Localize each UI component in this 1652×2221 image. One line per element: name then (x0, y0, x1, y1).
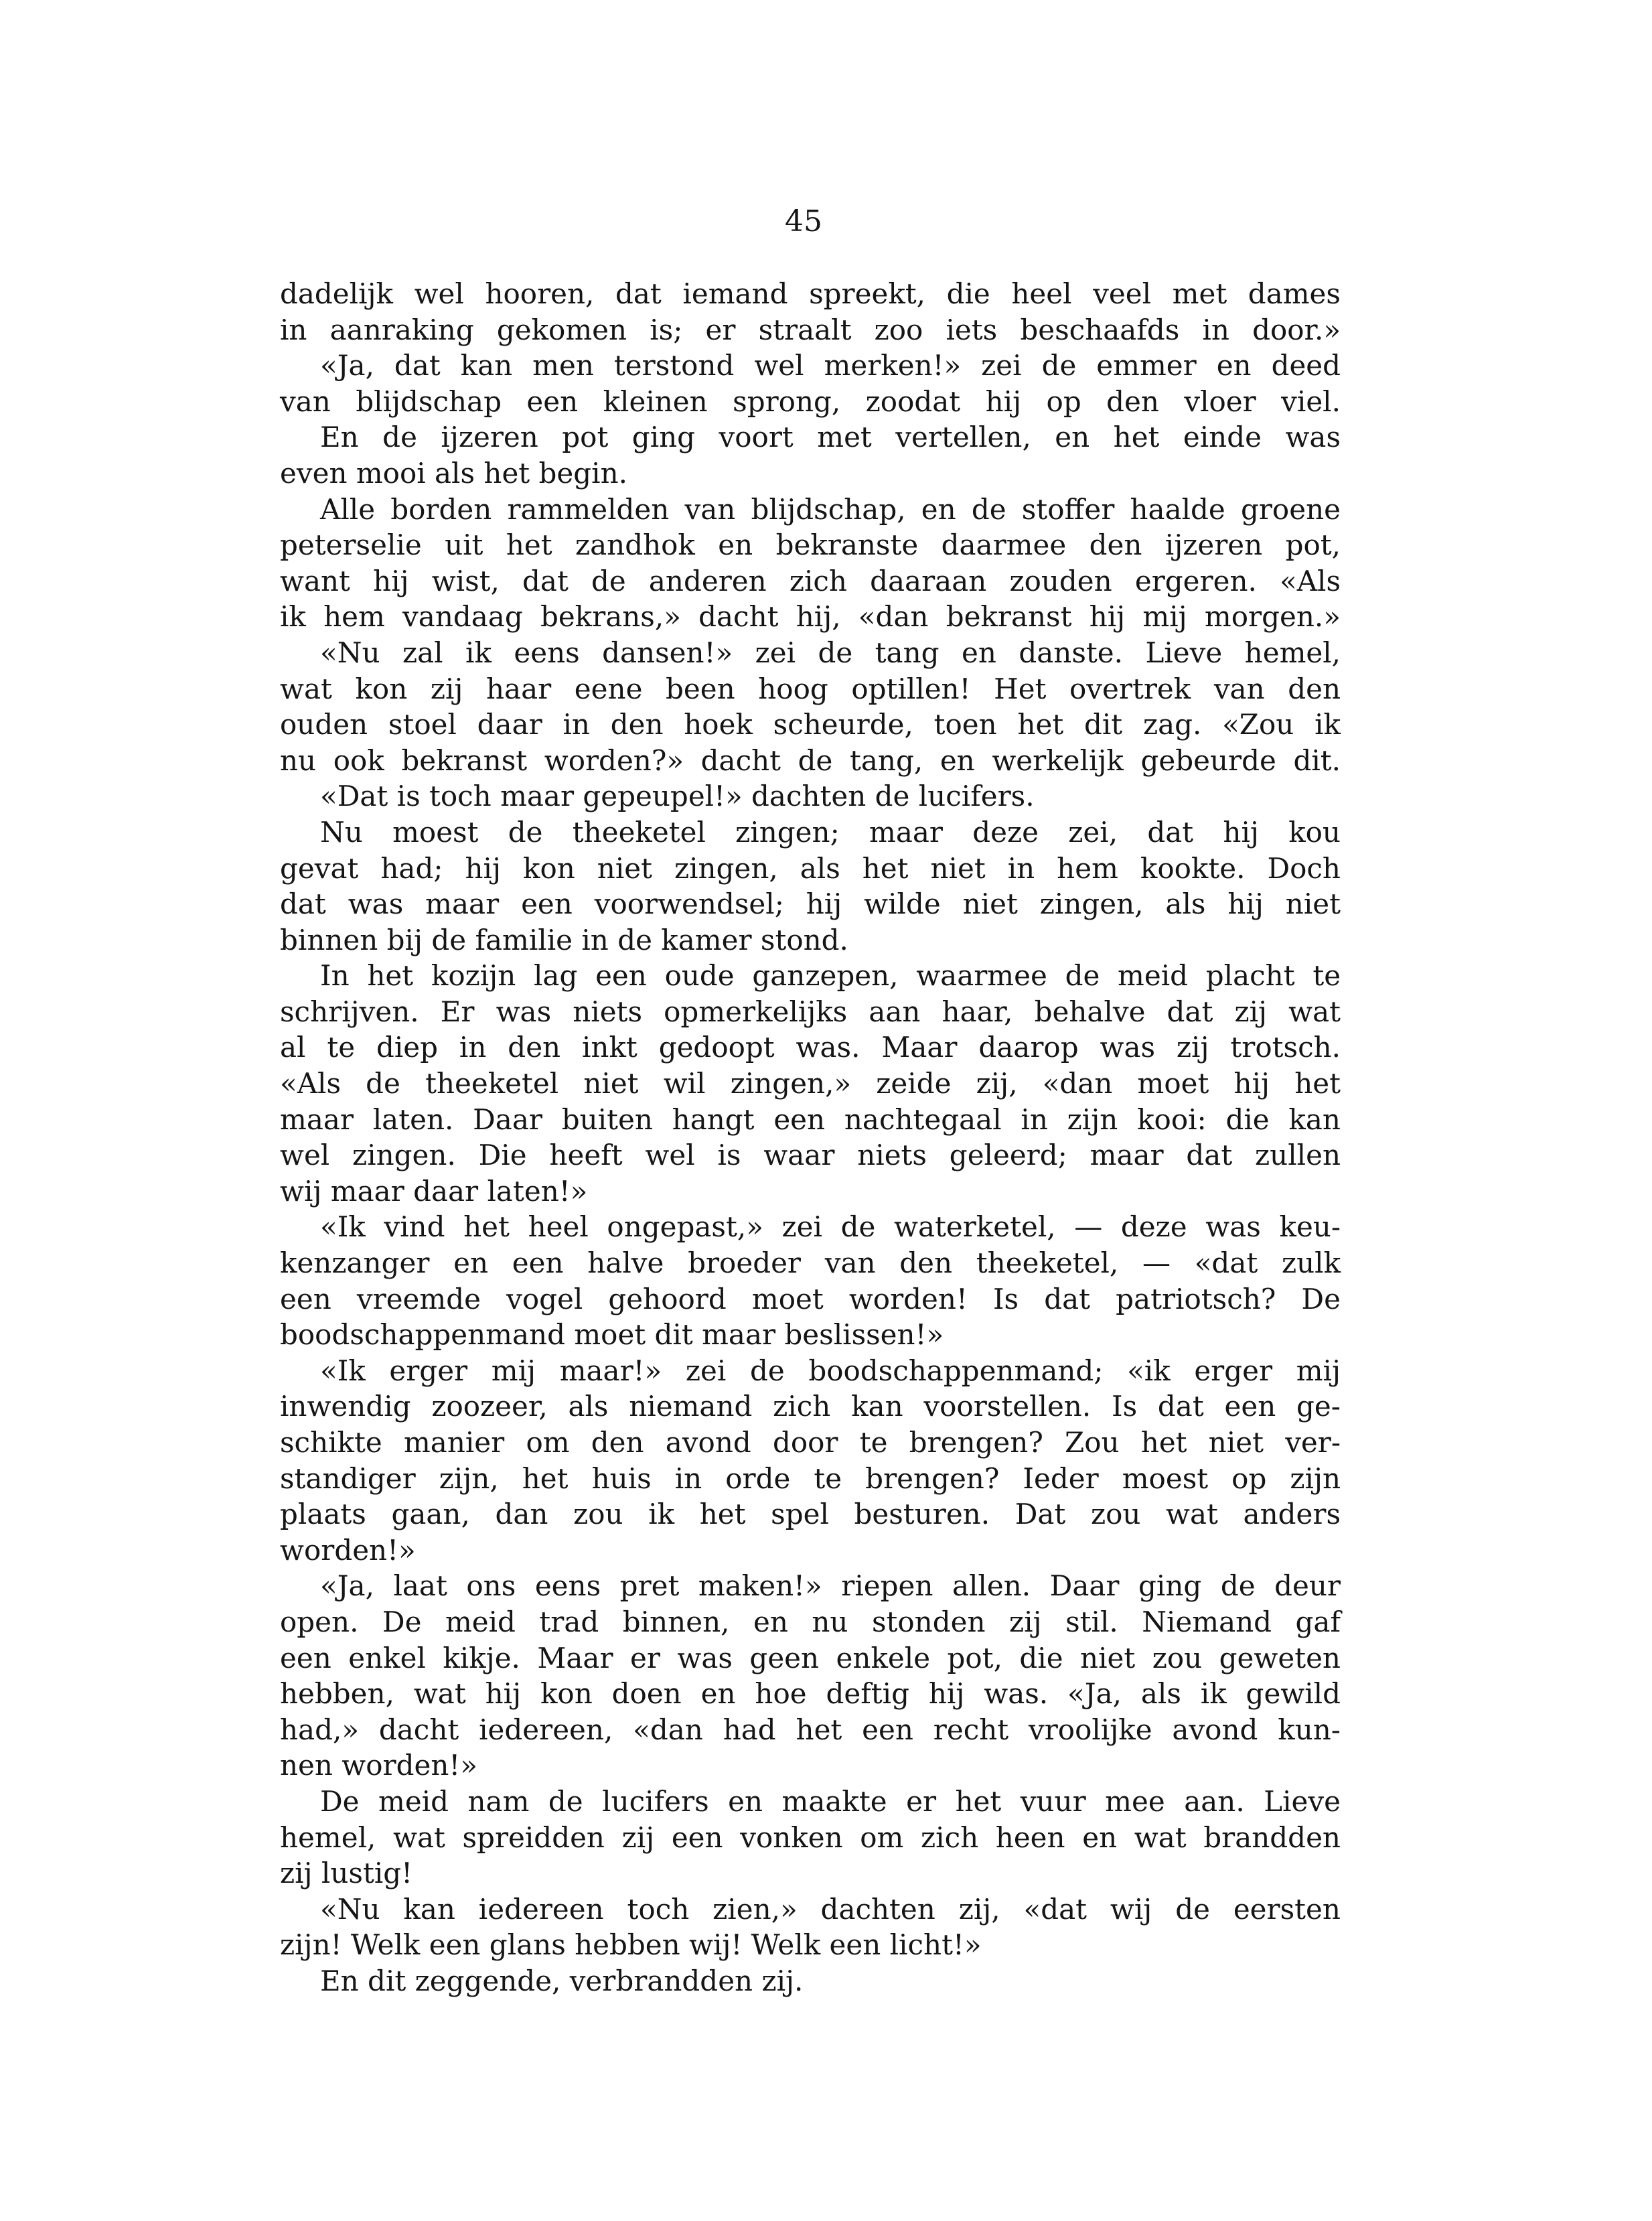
text-line: Nu moest de theeketel zingen; maar deze zei, dat hij kou (320, 815, 1341, 849)
text-line: En dit zeggende, verbrandden zij. (320, 1964, 804, 1997)
text-line: zij lustig! (280, 1857, 413, 1890)
text-line: boodschappenmand moet dit maar beslissen!» (280, 1318, 944, 1352)
text-line: Alle borden rammelden van blijdschap, en de stoffer haalde groene (320, 492, 1341, 526)
text-line: ik hem vandaag bekrans,» dacht hij, «dan bekranst hij mij morgen.» (280, 600, 1341, 634)
text-line: «Ja, dat kan men terstond wel merken!» zei de emmer en deed (320, 349, 1341, 382)
text-line: «Nu zal ik eens dansen!» zei de tang en danste. Lieve hemel, (320, 636, 1341, 669)
text-line: hemel, wat spreidden zij een vonken om zich heen en wat brandden (280, 1820, 1341, 1854)
text-line: binnen bij de familie in de kamer stond. (280, 923, 848, 956)
body-text (280, 276, 1341, 1999)
text-line: «Als de theeketel niet wil zingen,» zeide zij, «dan moet hij het (280, 1067, 1341, 1100)
page-number: 45 (785, 204, 822, 238)
text-line: hebben, wat hij kon doen en hoe deftig hij was. «Ja, als ik gewild (280, 1677, 1341, 1711)
text-line: standiger zijn, het huis in orde te brengen? Ieder moest op zijn (280, 1461, 1341, 1495)
text-line: maar laten. Daar buiten hangt een nachtegaal in zijn kooi: die kan (280, 1102, 1341, 1136)
text-line: van blijdschap een kleinen sprong, zoodat hij op den vloer viel. (280, 384, 1341, 418)
text-line: wel zingen. Die heeft wel is waar niets geleerd; maar dat zullen (280, 1139, 1341, 1172)
text-line: worden!» (280, 1533, 416, 1567)
text-line: al te diep in den inkt gedoopt was. Maar daarop was zij trotsch. (280, 1031, 1341, 1064)
text-line: «Ik vind het heel ongepast,» zei de waterketel, — deze was keu- (320, 1210, 1341, 1244)
text-line: nu ook bekranst worden?» dacht de tang, en werkelijk gebeurde dit. (280, 743, 1341, 777)
text-line: want hij wist, dat de anderen zich daaraan zouden ergeren. «Als (280, 564, 1341, 597)
text-line: «Ja, laat ons eens pret maken!» riepen allen. Daar ging de deur (320, 1569, 1341, 1603)
text-line: «Ik erger mij maar!» zei de boodschappenmand; «ik erger mij (320, 1354, 1341, 1387)
text-line: plaats gaan, dan zou ik het spel besturen. Dat zou wat anders (280, 1498, 1341, 1531)
text-line: inwendig zoozeer, als niemand zich kan voorstellen. Is dat een ge- (280, 1390, 1341, 1423)
text-line: zijn! Welk een glans hebben wij! Welk een licht!» (280, 1928, 982, 1962)
text-line: De meid nam de lucifers en maakte er het vuur mee aan. Lieve (320, 1784, 1341, 1818)
text-line: In het kozijn lag een oude ganzepen, waarmee de meid placht te (320, 959, 1341, 993)
text-line: nen worden!» (280, 1749, 477, 1782)
text-line: ouden stoel daar in den hoek scheurde, toen het dit zag. «Zou ik (280, 708, 1341, 741)
text-line: kenzanger en een halve broeder van den theeketel, — «dat zulk (280, 1246, 1341, 1280)
text-line: En de ijzeren pot ging voort met vertellen, en het einde was (320, 421, 1341, 454)
text-line: dadelijk wel hooren, dat iemand spreekt, die heel veel met dames (280, 277, 1341, 310)
text-line: een vreemde vogel gehoord moet worden! Is dat patriotsch? De (280, 1282, 1341, 1315)
text-line: even mooi als het begin. (280, 456, 627, 490)
text-line: «Nu kan iedereen toch zien,» dachten zij, «dat wij de eersten (320, 1892, 1341, 1926)
text-line: wij maar daar laten!» (280, 1174, 588, 1208)
text-line: peterselie uit het zandhok en bekranste daarmee den ijzeren pot, (280, 528, 1341, 562)
text-line: schikte manier om den avond door te brengen? Zou het niet ver- (280, 1426, 1341, 1459)
text-line: in aanraking gekomen is; er straalt zoo iets beschaafds in door.» (280, 313, 1341, 346)
text-line: dat was maar een voorwendsel; hij wilde niet zingen, als hij niet (280, 887, 1341, 921)
text-line: wat kon zij haar eene been hoog optillen! Het overtrek van den (280, 672, 1341, 705)
text-line: schrijven. Er was niets opmerkelijks aan haar, behalve dat zij wat (280, 995, 1341, 1028)
text-line: had,» dacht iedereen, «dan had het een recht vroolijke avond kun- (280, 1713, 1341, 1746)
text-line: een enkel kikje. Maar er was geen enkele pot, die niet zou geweten (280, 1641, 1341, 1674)
text-line: gevat had; hij kon niet zingen, als het niet in hem kookte. Doch (280, 851, 1341, 885)
text-line: «Dat is toch maar gepeupel!» dachten de lucifers. (320, 780, 1035, 813)
text-line: open. De meid trad binnen, en nu stonden zij stil. Niemand gaf (280, 1605, 1341, 1638)
